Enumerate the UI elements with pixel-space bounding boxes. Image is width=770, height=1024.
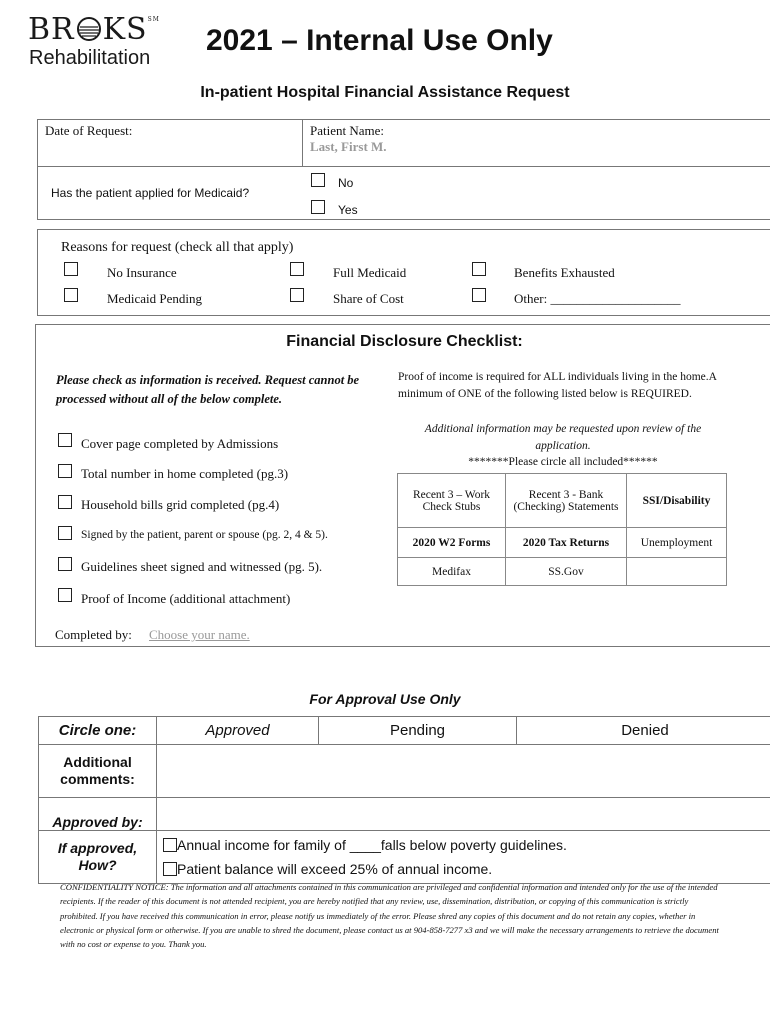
medicaid-yes-checkbox[interactable]	[311, 200, 325, 214]
how-option-row	[163, 857, 767, 881]
reason-full-medicaid-label: Full Medicaid	[333, 265, 407, 280]
checklist-heading: Financial Disclosure Checklist:	[286, 333, 523, 350]
page-title: 2021 – Internal Use Only	[206, 24, 553, 57]
reason-other-label: Other: ____________________	[514, 291, 681, 306]
checklist-item-label: Household bills grid completed (pg.4)	[81, 497, 280, 512]
additional-comments-field[interactable]	[157, 745, 770, 798]
reason-no-insurance-label: No Insurance	[107, 265, 177, 280]
status-approved[interactable]: Approved	[157, 717, 319, 745]
reason-benefits-exhausted-checkbox[interactable]	[472, 262, 486, 276]
checklist-item-checkbox[interactable]	[58, 464, 72, 478]
status-denied[interactable]: Denied	[517, 717, 770, 745]
income-cell[interactable]: Recent 3 – Work Check Stubs	[398, 474, 506, 528]
checklist-item-label: Total number in home completed (pg.3)	[81, 466, 289, 481]
additional-comments-label: Additional comments:	[39, 745, 157, 798]
form-subtitle: In-patient Hospital Financial Assistance Request	[200, 84, 570, 101]
additional-info-text: Additional information may be requested upon review of the application.	[424, 423, 702, 452]
approval-table	[38, 716, 770, 884]
medicaid-no-label: No	[338, 176, 354, 190]
checklist-item-checkbox[interactable]	[58, 433, 72, 447]
income-cell[interactable]: Unemployment	[627, 528, 727, 558]
medicaid-no-checkbox[interactable]	[311, 173, 325, 187]
circle-one-label: Circle one:	[39, 717, 157, 745]
checklist-item-checkbox[interactable]	[58, 526, 72, 540]
medicaid-yes-label: Yes	[338, 203, 358, 217]
status-pending[interactable]: Pending	[319, 717, 517, 745]
proof-of-income-text: Proof of income is required for ALL individuals living in the home.A minimum of ONE of the following listed below is REQUIRED.	[398, 371, 717, 400]
logo-subtext: Rehabilitation	[29, 47, 151, 69]
checklist-item-label: Guidelines sheet signed and witnessed (pg. 5).	[81, 559, 323, 574]
header-divider-vertical	[302, 120, 303, 166]
income-cell[interactable]	[627, 558, 727, 586]
income-cell[interactable]: SSI/Disability	[627, 474, 727, 528]
checklist-item-checkbox[interactable]	[58, 588, 72, 602]
checklist-item-label: Signed by the patient, parent or spouse (pg. 2, 4 & 5).	[81, 529, 328, 541]
completed-by-field[interactable]: Choose your name.	[149, 627, 250, 642]
if-approved-label: If approved, How?	[39, 831, 157, 884]
reason-full-medicaid-checkbox[interactable]	[290, 262, 304, 276]
confidentiality-notice: CONFIDENTIALITY NOTICE: The information and all attachments contained in this communication are privileged and confidential information and intended only for the use of the intended recipients. If the reader of this document is not attended recipient, you are hereby notified that any review, use, dissemination, distribution, or copying of this communication is strictly prohibited. If you have received this communication in error, please notify us immediately of the error. Please shred any copies of this document and do not retain any copies, whether in electronic or physical form or otherwise. If you are unable to shred the document, please contact us at 904-858-7277 x3 and we will make the necessary arrangements to retrieve the document with no cost or expense to you. Thank you.	[60, 882, 719, 950]
date-of-request-label: Date of Request:	[45, 123, 133, 138]
reason-benefits-exhausted-label: Benefits Exhausted	[514, 265, 615, 280]
logo-brand-tail: KS	[102, 12, 148, 47]
income-proof-table	[397, 473, 727, 586]
income-cell[interactable]: Medifax	[398, 558, 506, 586]
checklist-item-checkbox[interactable]	[58, 495, 72, 509]
checklist-item-checkbox[interactable]	[58, 557, 72, 571]
reason-medicaid-pending-label: Medicaid Pending	[107, 291, 202, 306]
reasons-box	[37, 229, 770, 316]
logo-sun-icon	[76, 16, 102, 42]
income-cell[interactable]: 2020 Tax Returns	[506, 528, 627, 558]
circle-all-text: *******Please circle all included******	[468, 456, 658, 468]
reason-share-of-cost-label: Share of Cost	[333, 291, 404, 306]
approval-heading: For Approval Use Only	[309, 691, 461, 707]
income-cell[interactable]: 2020 W2 Forms	[398, 528, 506, 558]
checklist-note: Please check as information is received. Request cannot be processed without all of the below complete.	[56, 373, 360, 406]
completed-by-label: Completed by:	[55, 627, 132, 642]
approval-how-cell	[157, 831, 770, 884]
reasons-heading: Reasons for request (check all that apply)	[61, 240, 294, 255]
patient-name-label: Patient Name:	[310, 123, 385, 138]
checklist-box	[35, 324, 770, 647]
brooks-logo	[28, 12, 160, 47]
logo-brand: BR	[28, 12, 75, 47]
reason-medicaid-pending-checkbox[interactable]	[64, 288, 78, 302]
checklist-item-label: Proof of Income (additional attachment)	[81, 591, 291, 606]
income-cell[interactable]: Recent 3 - Bank (Checking) Statements	[506, 474, 627, 528]
poverty-guidelines-label: Annual income for family of ____falls below poverty guidelines.	[177, 837, 567, 853]
patient-name-field[interactable]: Last, First M.	[310, 139, 387, 154]
approved-by-label: Approved by:	[39, 798, 157, 831]
approved-by-field[interactable]	[157, 798, 770, 831]
reason-other-checkbox[interactable]	[472, 288, 486, 302]
reason-share-of-cost-checkbox[interactable]	[290, 288, 304, 302]
checklist-item-label: Cover page completed by Admissions	[81, 436, 279, 451]
reason-no-insurance-checkbox[interactable]	[64, 262, 78, 276]
request-header-box	[37, 119, 770, 220]
medicaid-question: Has the patient applied for Medicaid?	[51, 186, 250, 200]
how-option-row	[163, 833, 767, 857]
balance-exceeds-checkbox[interactable]	[163, 862, 177, 876]
header-divider-horizontal	[38, 166, 770, 167]
income-cell[interactable]: SS.Gov	[506, 558, 627, 586]
balance-exceeds-label: Patient balance will exceed 25% of annual income.	[177, 861, 493, 877]
logo-mark: SM	[147, 16, 160, 23]
poverty-guidelines-checkbox[interactable]	[163, 838, 177, 852]
